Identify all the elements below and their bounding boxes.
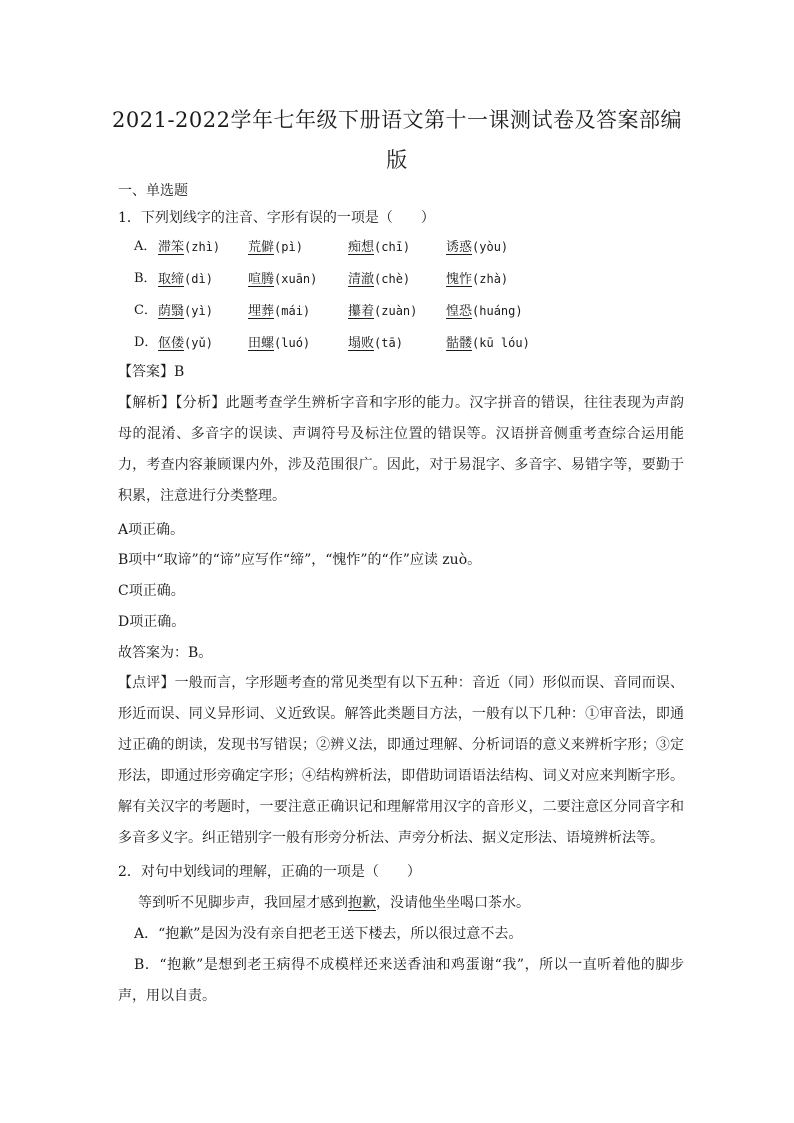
option-label: A． (134, 239, 157, 254)
option-word: 取缔 (158, 272, 185, 287)
option-word: 清澈 (348, 272, 375, 287)
q2-sentence-after: ，没请他坐坐喝口茶水。 (376, 895, 530, 911)
section-heading: 一、单选题 (118, 183, 188, 199)
option-word: 伛偻 (158, 336, 185, 351)
option-word: 骷髅 (446, 336, 473, 351)
option-pinyin: (yì) (184, 304, 213, 318)
option-pinyin: (pì) (274, 240, 303, 254)
option-pinyin: (zhì) (184, 240, 221, 254)
q1-c-correct: C项正确。 (118, 583, 185, 599)
option-pinyin: (huáng) (472, 304, 523, 318)
option-word: 攥着 (348, 304, 375, 319)
q1-answer: 【答案】B (118, 364, 185, 380)
option-pinyin: (chè) (374, 272, 411, 286)
q1-final-answer: 故答案为：B。 (118, 645, 213, 661)
q1-b-note: B项中“取谛”的“谛”应写作“缔”，“愧怍”的“作”应读 zuò。 (118, 552, 482, 568)
option-pinyin: (mái) (274, 304, 311, 318)
option-pinyin: (zuàn) (374, 304, 418, 318)
option-pinyin: (tā) (374, 336, 403, 350)
option-pinyin: (dì) (184, 272, 213, 286)
option-pinyin: (zhà) (472, 272, 509, 286)
q2-sentence (118, 893, 708, 913)
question-2-stem: 2．对句中划线词的理解，正确的一项是（ ） (118, 864, 421, 880)
option-word: 荒僻 (248, 240, 275, 255)
q2-sentence-before: 等到听不见脚步声，我回屋才感到 (138, 895, 348, 911)
option-word: 田螺 (248, 336, 275, 351)
option-label: D． (134, 335, 158, 350)
option-word: 惶恐 (446, 304, 473, 319)
option-word: 喧腾 (248, 272, 275, 287)
option-word: 愧怍 (446, 272, 473, 287)
option-word: 痴想 (348, 240, 375, 255)
option-pinyin: (chī) (374, 240, 411, 254)
q1-d-correct: D项正确。 (118, 614, 186, 630)
option-word: 荫翳 (158, 304, 185, 319)
option-label: C． (134, 303, 157, 318)
option-pinyin: (luó) (274, 336, 311, 350)
q1-comment: 【点评】一般而言，字形题考查的常见类型有以下五种：音近（同）形似而误、音同而误、形近而误、同义异形词、义近致误。解答此类题目方法，一般有以下几种：①审音法，即通过正确的朗读，发现书写错误；②辨义法，即通过理解、分析词语的意义来辨析字形；③定形法，即通过形旁确定字形；④结构辨析法，即借助词语语法结构、词义对应来判断字形。解有关汉字的考题时，一要注意正确识记和理解常用汉字的音形义，二要注意区分同音字和多音多义字。纠正错别字一般有形旁分析法、声旁分析法、据义定形法、语境辨析法等。 (118, 675, 684, 846)
option-word: 诱惑 (446, 240, 473, 255)
option-pinyin: (kū lóu) (472, 336, 530, 350)
option-pinyin: (xuān) (274, 272, 318, 286)
option-label: B． (134, 271, 157, 286)
question-1-stem: 1．下列划线字的注音、字形有误的一项是（ ） (118, 210, 435, 226)
q1-analysis: 【解析】【分析】此题考查学生辨析字音和字形的能力。汉字拼音的错误，往往表现为声韵母的混淆、多音字的误读、声调符号及标注位置的错误等。汉语拼音侧重考查综合运用能力，考查内容兼顾课内外，涉及范围很广。因此，对于易混字、多音字、易错字等，要勤于积累，注意进行分类整理。 (118, 395, 684, 504)
option-word: 塌败 (348, 336, 375, 351)
document-title-line2: 版 (386, 148, 408, 172)
document-title-line1: 2021-2022学年七年级下册语文第十一课测试卷及答案部编 (112, 108, 682, 132)
option-pinyin: (yòu) (472, 240, 509, 254)
q2-option-a: A．“抱歉”是因为没有亲自把老王送下楼去，所以很过意不去。 (134, 926, 523, 942)
q1-a-correct: A项正确。 (118, 522, 185, 538)
option-word: 滞笨 (158, 240, 185, 255)
q2-sentence-underlined: 抱歉 (348, 895, 376, 911)
option-pinyin: (yǔ) (184, 336, 213, 350)
option-word: 埋葬 (248, 304, 275, 319)
q2-option-b: B．“抱歉”是想到老王病得不成模样还来送香油和鸡蛋谢“我”，所以一直听着他的脚步声，用以自责。 (118, 957, 684, 1004)
